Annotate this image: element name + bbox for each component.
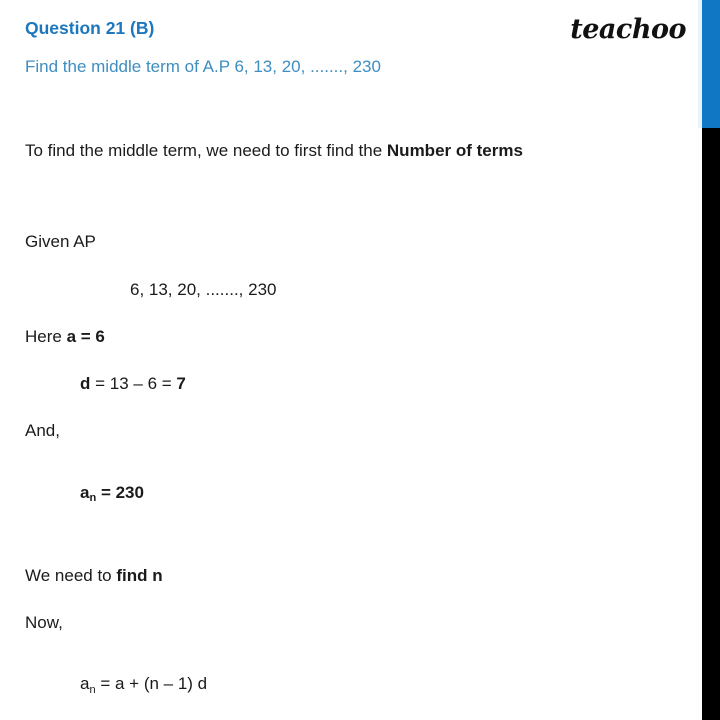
spacer xyxy=(25,586,690,612)
formula-variable: a xyxy=(80,674,90,694)
formula-subscript: n xyxy=(89,683,96,696)
spacer xyxy=(25,161,690,231)
last-term-line xyxy=(25,482,690,503)
spacer xyxy=(25,253,690,279)
an-variable: a xyxy=(80,482,90,502)
spacer xyxy=(25,300,690,326)
intro-plain-text: To find the middle term, we need to first find the xyxy=(25,141,387,160)
an-value: = 230 xyxy=(96,482,144,502)
spacer xyxy=(25,633,690,673)
given-ap-label: Given AP xyxy=(25,232,96,252)
page-header xyxy=(0,0,698,77)
find-n-line xyxy=(25,565,690,586)
an-subscript: n xyxy=(89,492,97,505)
nth-term-formula xyxy=(25,673,690,694)
common-difference-line xyxy=(25,373,690,394)
question-statement: Find the middle term of A.P 6, 13, 20, ......., 230 xyxy=(25,57,381,76)
d-expression: = 13 – 6 = xyxy=(90,374,177,393)
solution-body xyxy=(25,140,690,695)
ap-sequence: 6, 13, 20, ......., 230 xyxy=(130,279,277,299)
page-title: Question 21 (B) xyxy=(25,18,155,38)
intro-line xyxy=(25,140,690,161)
spacer xyxy=(25,347,690,373)
edge-accent-bar-blue xyxy=(702,0,720,128)
now-label: Now, xyxy=(25,613,63,632)
teachoo-logo: teachoo xyxy=(570,14,686,45)
need-bold-text: find n xyxy=(116,565,163,585)
need-plain-text: We need to xyxy=(25,565,117,585)
here-label: Here xyxy=(25,326,67,346)
spacer xyxy=(25,442,690,482)
first-term-value: a = 6 xyxy=(66,326,105,346)
formula-expression: = a + (n – 1) d xyxy=(95,674,208,694)
d-variable: d xyxy=(80,374,91,393)
first-term-line xyxy=(25,326,690,347)
and-label: And, xyxy=(25,421,60,441)
spacer xyxy=(25,503,690,565)
edge-accent-bar-dark xyxy=(702,128,720,720)
intro-bold-text: Number of terms xyxy=(386,141,523,160)
spacer xyxy=(25,394,690,420)
d-value: 7 xyxy=(176,374,186,393)
